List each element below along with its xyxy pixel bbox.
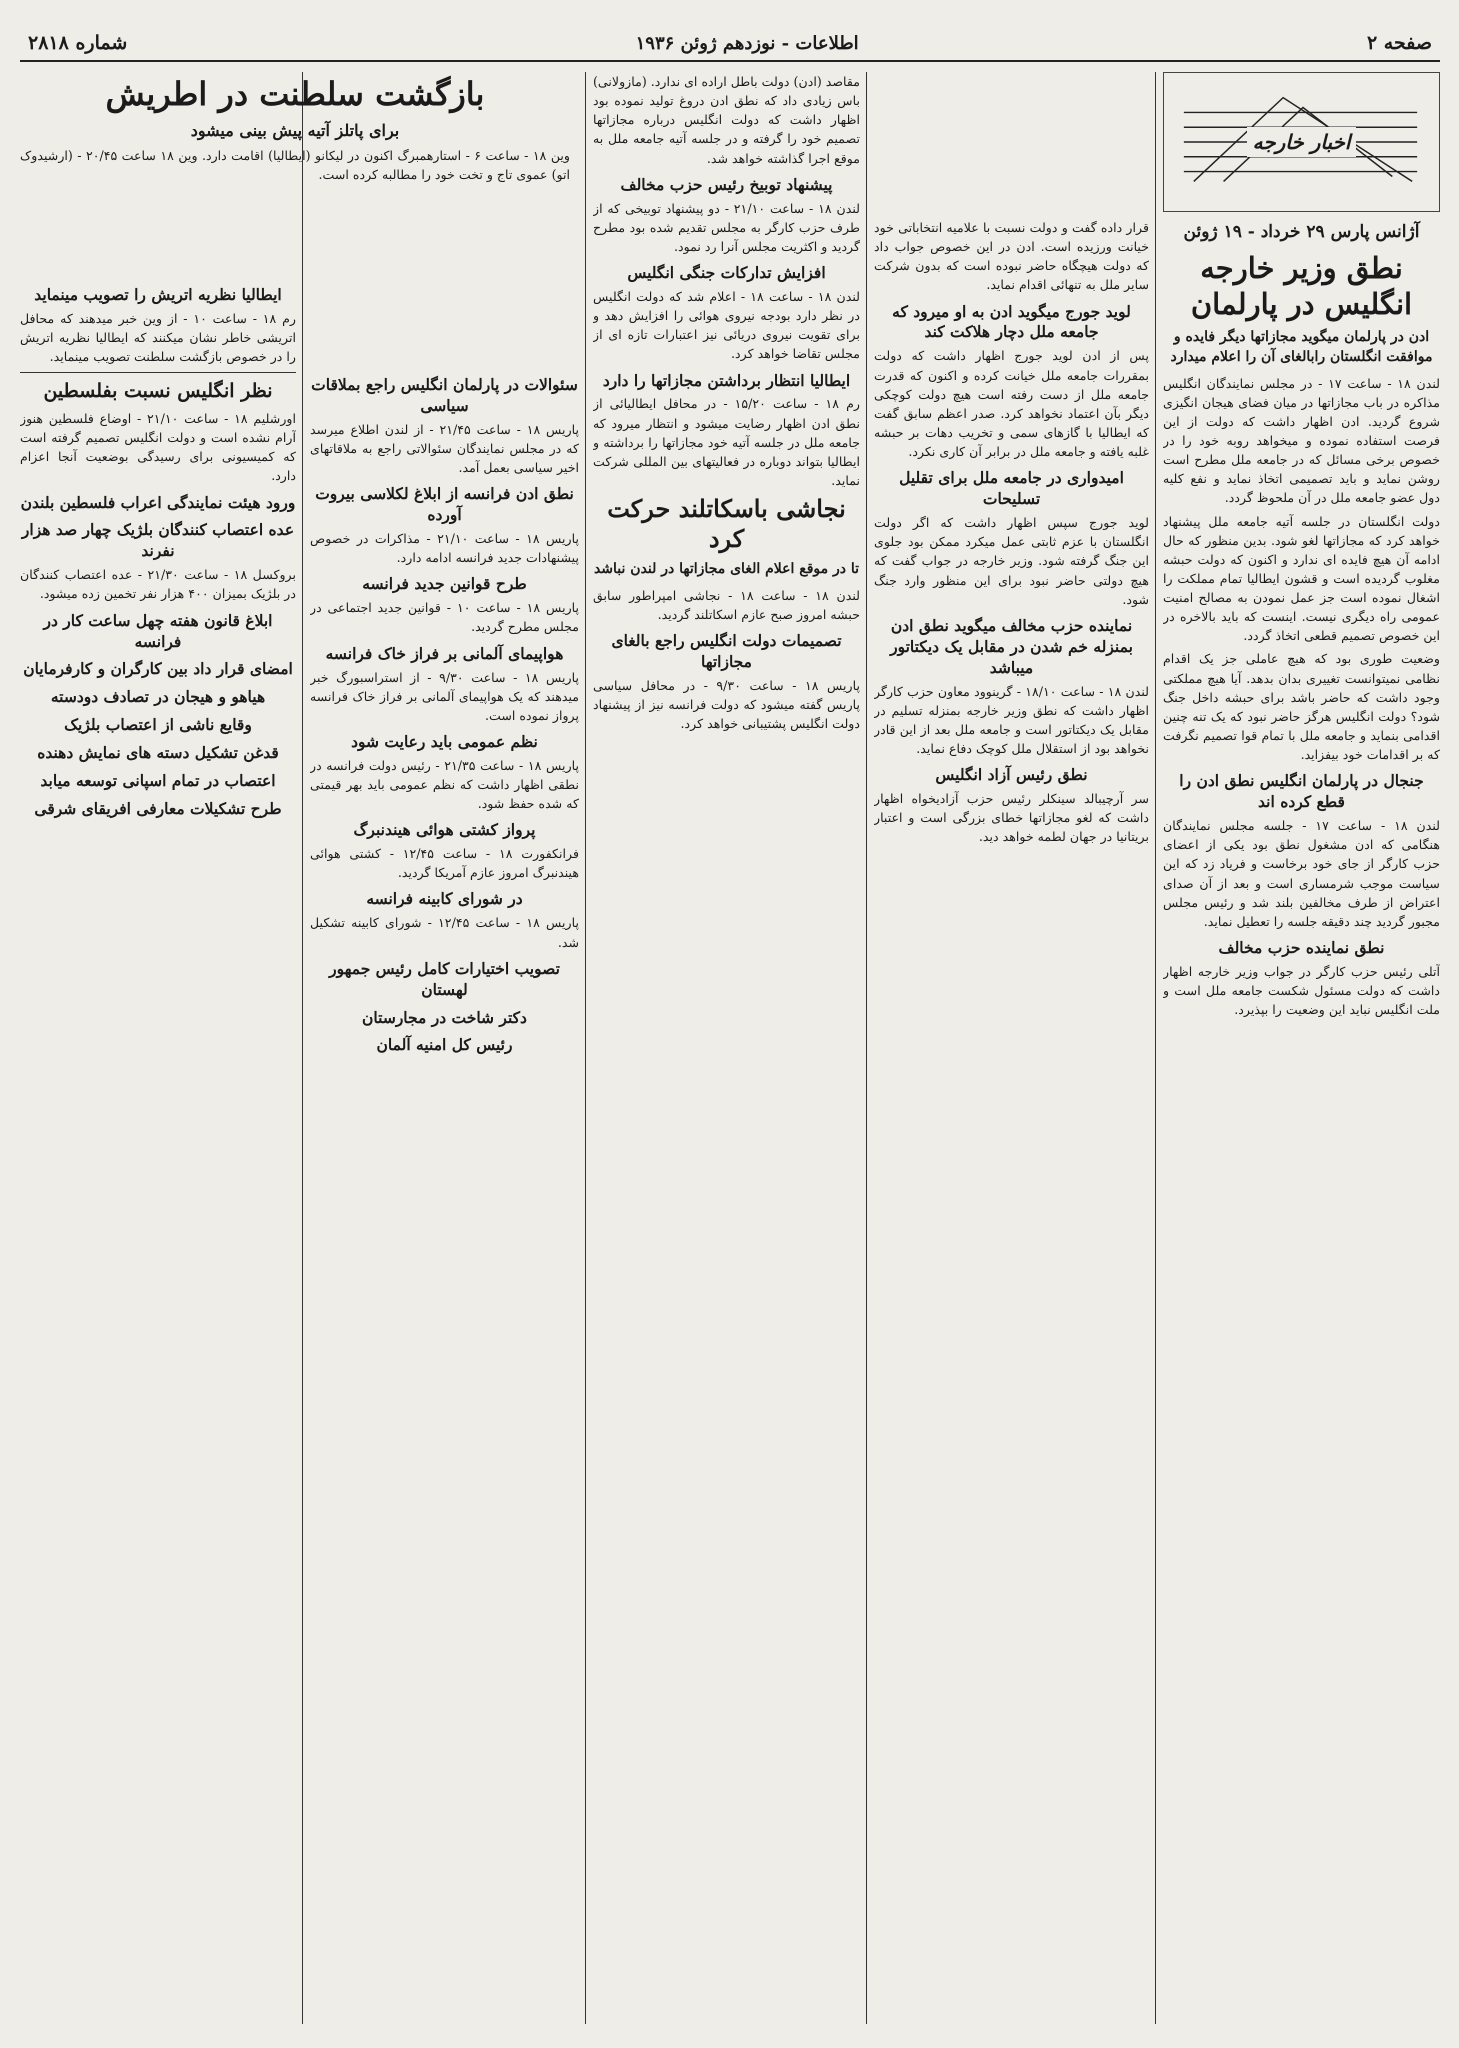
article-headline: دکتر شاخت در مجارستان <box>362 1007 527 1027</box>
article-headline: نطق رئیس آزاد انگلیس <box>935 765 1088 785</box>
article-paragraph: پاریس ۱۸ - ساعت ۲۱/۱۰ - مذاکرات در خصوص پیشنهادات جدید فرانسه ادامه دارد. <box>310 531 579 566</box>
article-headline: جنجال در پارلمان انگلیس نطق ادن را قطع کرده اند <box>1179 771 1424 812</box>
page-number: صفحه ۲ <box>1366 32 1432 54</box>
article-headline: عده اعتصاب کنندگان بلژیک چهار صد هزار نفرند <box>21 520 295 561</box>
issue-number: شماره ۲۸۱۸ <box>28 32 128 54</box>
article-paragraph: پاریس ۱۸ - ساعت ۲۱/۳۵ - رئیس دولت فرانسه در نطقی اظهار داشت که نظم عمومی باید بهر قیمتی که شده حفظ شود. <box>310 757 579 812</box>
article-paragraph: قرار داده گفت و دولت نسبت با علامیه انتخاباتی خود خیانت ورزیده است. ادن در این خصوص جواب داد که دولت هیچگاه حاضر نبوده است که بدون شرکت سایر ملل به تنهائی اقدام نماید. <box>874 220 1149 293</box>
article-paragraph: بروکسل ۱۸ - ساعت ۲۱/۳۰ - عده اعتصاب کنندگان در بلژیک بمیزان ۴۰۰ هزار نفر تخمین زده میشود. <box>20 567 296 602</box>
article-headline: تصویب اختیارات کامل رئیس جمهور لهستان <box>329 958 560 999</box>
article-headline: وقایع ناشی از اعتصاب بلژیک <box>64 715 252 735</box>
newspaper-page <box>20 18 1440 2030</box>
article-paragraph: لندن ۱۸ - ساعت ۱۸ - نجاشی امپراطور سابق حبشه امروز صبح عازم اسکاتلند گردید. <box>593 587 860 622</box>
article-paragraph: پاریس ۱۸ - ساعت ۲۱/۴۵ - از لندن اطلاع میرسد که در مجلس نمایندگان سئوالاتی راجع به ملاقاتهای اخیر سیاسی بعمل آمد. <box>310 421 579 476</box>
article-headline: پرواز کشتی هوائی هیندنبرگ <box>353 820 536 840</box>
article-headline: رئیس کل امنیه آلمان <box>376 1035 513 1055</box>
article-paragraph: لندن ۱۸ - ساعت ۱۸/۱۰ - گرینوود معاون حزب کارگر اظهار داشت که نطق وزیر خارجه بمنزله تسلیم در مقابل یک دیکتاتور است و جامعه ملل بعد از این قادر نخواهد بود از استقلال ملل کوچک دفاع نماید. <box>874 683 1149 756</box>
article-headline: پیشنهاد توبیخ رئیس حزب مخالف <box>620 174 833 194</box>
article-headline: هیاهو و هیجان در تصادف دودسته <box>50 687 266 707</box>
article-headline: تصمیمات دولت انگلیس راجع بالغای مجازاتها <box>611 631 842 671</box>
article-headline: در شورای کابینه فرانسه <box>366 889 523 909</box>
article-headline: نظم عمومی باید رعایت شود <box>351 731 538 751</box>
article-headline: ورود هیئت نمایندگی اعراب فلسطین بلندن <box>20 492 296 512</box>
article-paragraph: آتلی رئیس حزب کارگر در جواب وزیر خارجه اظهار داشت که دولت مسئول شکست جامعه ملل است و ملت انگلیس نباید این وضعیت را بپذیرد. <box>1163 963 1440 1018</box>
article-headline: قدغن تشکیل دسته های نمایش دهنده <box>37 743 279 763</box>
article-headline: امیدواری در جامعه ملل برای تقلیل تسلیحات <box>899 468 1124 509</box>
article-paragraph: لندن ۱۸ - ساعت ۱۷ - جلسه مجلس نمایندگان هنگامی که ادن مشغول نطق بود یکی از اعضای حزب کارگر از جای خود برخاست و فریاد زد که این سیاست موجب شرمساری است و بعد از آن صدای اعتراض از طرف مخالفین بلند شد و رئیس مجلس مجبور گردید چند دقیقه جلسه را تعطیل نماید. <box>1163 818 1440 929</box>
article-headline: نطق ادن فرانسه از ابلاغ لکلاسی بیروت آورده <box>315 484 574 525</box>
article-subhead: تا در موقع اعلام الغای مجازاتها در لندن نباشد <box>593 561 860 578</box>
main-subhead: ادن در پارلمان میگوید مجازاتها دیگر فایده و موافقت انگلستان رابالغای آن را اعلام میدارد <box>1170 329 1433 365</box>
column-rule <box>302 72 303 2024</box>
article-headline: طرح تشکیلات معارفی افریقای شرقی <box>34 799 282 819</box>
article-paragraph: وضعیت طوری بود که هیچ عاملی جز یک اقدام نظامی نمیتوانست تغییری بدان بدهد. آیا هیچ مملکتی وجود داشت که حاضر باشد برای حبشه داخل جنگ شود؟ دولت انگلیس هرگز حاضر نبود که یک تنه چنین اقدامی بنماید و جامعه ملل با تمام قوا تصمیم نگرفت که بر اقدامات خود بیفزاید. <box>1163 651 1440 763</box>
article-headline-large: نجاشی باسکاتلند حرکت کرد <box>607 494 846 554</box>
masthead-date: اطلاعات - نوزدهم ژوئن ۱۹۳۶ <box>635 33 859 54</box>
banner-subhead: برای پاتلز آتیه پیش بینی میشود <box>190 121 400 140</box>
article-headline: سئوالات در پارلمان انگلیس راجع بملاقات سیاسی <box>311 375 578 415</box>
page-header <box>20 18 1440 62</box>
article-paragraph: پاریس ۱۸ - ساعت ۹/۳۰ - از استراسبورگ خبر میدهند که یک هواپیمای آلمانی بر فراز خاک فرانسه پرواز نموده است. <box>310 669 579 723</box>
column-rule <box>866 72 867 2024</box>
column-foreign-news <box>1163 72 1440 2030</box>
article-headline: نطق نماینده حزب مخالف <box>1218 938 1385 958</box>
article-headline: افزایش تدارکات جنگی انگلیس <box>627 263 826 283</box>
column-world-news <box>20 278 296 2030</box>
article-headline: نماینده حزب مخالف میگوید نطق ادن بمنزله خم شدن در مقابل یک دیکتاتور میباشد <box>890 615 1133 677</box>
austria-banner <box>20 72 570 184</box>
section-logo-text: اخبار خارجه <box>1247 127 1357 157</box>
column-sanctions <box>593 72 860 2030</box>
article-paragraph: لوید جورج سپس اظهار داشت که اگر دولت انگلستان با عزم ثابتی عمل میکرد ممکن بود جلوی این جنگ گرفته شود. وزیر خارجه در جواب گفت که هیچ دولتی حاضر نبود برای این منظور وارد جنگ شود. <box>874 515 1149 607</box>
article-headline: ابلاغ قانون هفته چهل ساعت کار در فرانسه <box>43 610 273 651</box>
article-paragraph: مقاصد (ادن) دولت باطل اراده ای ندارد. (مازولانی) باس زیادی داد که نطق ادن دروغ تولید نموده بود اظهار داشت که دولت انگلیس درباره مجازاتها تصمیم خود را گرفته و در جلسه آتیه جامعه ملل به موقع اجرا گذاشته خواهد شد. <box>593 74 860 166</box>
dateline: آژانس پارس ۲۹ خرداد - ۱۹ ژوئن <box>1183 222 1420 242</box>
article-paragraph: لندن ۱۸ - ساعت ۲۱/۱۰ - دو پیشنهاد توبیخی که از طرف حزب کارگر به مجلس تقدیم شده بود مطرح گردید و اکثریت مجلس آنرا رد نمود. <box>593 200 860 254</box>
article-paragraph: اورشلیم ۱۸ - ساعت ۲۱/۱۰ - اوضاع فلسطین هنوز آرام نشده است و دولت انگلیس تصمیم گرفته است که کمیسیونی برای رسیدگی بوضعیت آنجا اعزام دارد. <box>20 410 296 484</box>
article-headline: ایطالیا نظریه اتریش را تصویب مینماید <box>34 285 282 304</box>
article-headline: هواپیمای آلمانی بر فراز خاک فرانسه <box>325 643 564 663</box>
section-logo <box>1163 72 1440 212</box>
article-headline: ایطالیا انتظار برداشتن مجازاتها را دارد <box>602 370 851 390</box>
article-paragraph: فرانکفورت ۱۸ - ساعت ۱۲/۴۵ - کشتی هوائی هیندنبرگ امروز عازم آمریکا گردید. <box>310 846 579 881</box>
article-paragraph: وین ۱۸ - ساعت ۶ - استارهمبرگ اکنون در لیکانو (ایطالیا) اقامت دارد. وین ۱۸ ساعت ۲۰/۴۵ - (ارشیدوک اتو) عموی تاج و تخت خود را مطالبه کرده است. <box>20 147 570 182</box>
column-rule <box>585 72 586 2024</box>
article-paragraph: پاریس ۱۸ - ساعت ۹/۳۰ - در محافل سیاسی پاریس گفته میشود که دولت فرانسه نیز از پیشنهاد دولت انگلیس پشتیبانی خواهد کرد. <box>593 677 860 732</box>
article-paragraph: رم ۱۸ - ساعت ۱۰ - از وین خبر میدهند که محافل اتریشی خاطر نشان میکنند که ایطالیا نظریه اتریش را در خصوص بازگشت سلطنت تصویب مینماید. <box>20 310 296 365</box>
column-rule <box>1155 72 1156 2024</box>
main-headline: نطق وزیر خارجه انگلیس در پارلمان <box>1190 250 1413 322</box>
article-paragraph: پاریس ۱۸ - ساعت ۱۰ - قوانین جدید اجتماعی در مجلس مطرح گردید. <box>310 600 579 635</box>
article-paragraph: پاریس ۱۸ - ساعت ۱۲/۴۵ - شورای کابینه تشکیل شد. <box>310 915 579 950</box>
article-paragraph: لندن ۱۸ - ساعت ۱۸ - اعلام شد که دولت انگلیس در نظر دارد بودجه نیروی هوائی را افزایش دهد و برای تقویت نیروی دریائی نیز اعتبارات تازه ای از مجلس تقاضا خواهد کرد. <box>593 288 860 362</box>
article-paragraph: پس از ادن لوید جورج اظهار داشت که دولت بمقررات جامعه ملل خیانت کرده و اکنون که قدرت جامعه ملل از دست رفته است هیچ دولت کوچکی دیگر بآن اعتماد نخواهد کرد. صدر اعظم سابق گفت که ایطالیا با گازهای سمی و تخریب دهات بر حبشه غلبه یافته و جامعه ملل در برابر آن کاری نکرد. <box>874 348 1149 460</box>
article-paragraph: دولت انگلستان در جلسه آتیه جامعه ملل پیشنهاد خواهد کرد که مجازاتها لغو شود. بدین منظور که حال ادامه آن هیچ فایده ای ندارد و اکنون که دولت حبشه مغلوب گردیده است و قشون ایطالیا تمام مملکت را اشغال نموده است جز عمل نمودن به مصالح امنیت عمومی راه دیگری نیست. اینست که باید بالاخره در این خصوص تصمیم قطعی اتخاذ گردد. <box>1163 513 1440 644</box>
article-headline: نظر انگلیس نسبت بفلسطین <box>43 380 273 403</box>
article-headline: اعتصاب در تمام اسپانی توسعه میابد <box>40 771 276 791</box>
article-paragraph: لندن ۱۸ - ساعت ۱۷ - در مجلس نمایندگان انگلیس مذاکره در باب مجازاتها در میان فضای هیجان انگیزی شروع گردید. ادن اظهار داشت که دولت از این فرصت استفاده نموده و میخواهد روبه خود را در خصوص برخی مسائل که در جامعه ملل مطرح است روشن نماید و باید تصمیمی اتخاذ نماید و نفع کلیه دول عضو جامعه ملل در آن ملحوظ گردد. <box>1163 375 1440 506</box>
column-europe-news <box>310 368 579 2030</box>
banner-headline: بازگشت سلطنت در اطریش <box>105 75 485 113</box>
column-parliament-debate <box>874 218 1149 2030</box>
article-paragraph: سر آرچیبالد سینکلر رئیس حزب آزادیخواه اظهار داشت که لغو مجازاتها خطای بزرگی است و اعتبار بریتانیا در جهان لطمه خواهد دید. <box>874 791 1149 845</box>
article-headline: امضای قرار داد بین کارگران و کارفرمایان <box>23 659 293 679</box>
article-headline: لوید جورج میگوید ادن به او میرود که جامعه ملل دچار هلاکت کند <box>892 301 1131 342</box>
article-paragraph: رم ۱۸ - ساعت ۱۵/۲۰ - در محافل ایطالیائی از نطق ادن اظهار رضایت میشود و انتظار میرود که جامعه ملل در جلسه آتیه خود مجازاتها را برداشته و ایطالیا بتواند دوباره در فعالیتهای بین المللی شرکت نماید. <box>593 396 860 489</box>
article-headline: طرح قوانین جدید فرانسه <box>362 574 527 594</box>
